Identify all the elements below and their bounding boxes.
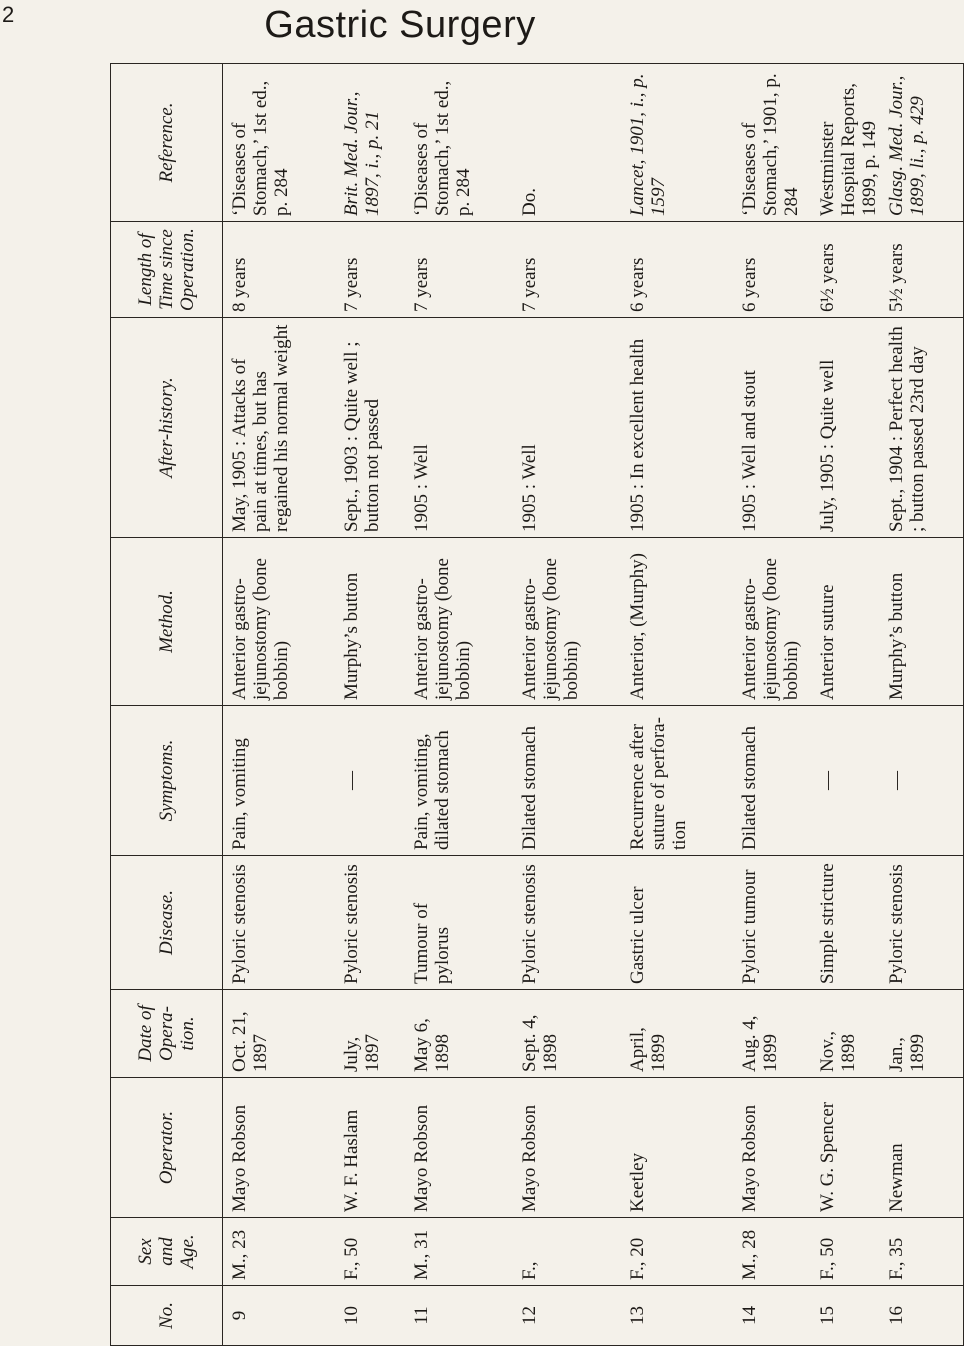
page-number: 2 — [2, 2, 15, 27]
table-row — [880, 64, 964, 1346]
cell-no: 10 — [335, 1286, 405, 1346]
cell-disease: Pyloric stenosis — [880, 856, 964, 990]
cell-reference: Do. — [513, 64, 621, 222]
cell-length: 7 years — [335, 222, 405, 318]
cell-method: Anterior gastro- jejunostomy (bone bobbin) — [223, 538, 335, 706]
cell-sex-age: F., 50 — [811, 1218, 880, 1286]
cell-length: 8 years — [223, 222, 335, 318]
cell-symptoms: — — [811, 706, 880, 856]
cell-method: Anterior, (Murphy) — [621, 538, 733, 706]
cell-method: Anterior gastro- jejunostomy (bone bobbin) — [513, 538, 621, 706]
cell-reference: Brit. Med. Jour., 1897, i., p. 21 — [335, 64, 405, 222]
cell-method: Anterior gastro- jejunostomy (bone bobbin) — [405, 538, 513, 706]
cell-method: Murphy’s button — [880, 538, 964, 706]
cell-length: 6 years — [733, 222, 811, 318]
cell-reference: Westminster Hospital Reports, 1899, p. 149 — [811, 64, 880, 222]
cell-operator: Newman — [880, 1078, 964, 1218]
cell-date: July, 1897 — [335, 990, 405, 1078]
cell-reference: ‘Diseases of Stomach,’ 1st ed., p. 284 — [223, 64, 335, 222]
cell-sex-age: F., 50 — [335, 1218, 405, 1286]
cell-symptoms: Pain, vomiting, dilated stomach — [405, 706, 513, 856]
cell-length: 6 years — [621, 222, 733, 318]
cell-after-history: 1905 : Well — [405, 318, 513, 538]
cell-symptoms: Dilated stomach — [733, 706, 811, 856]
header-symptoms: Symptoms. — [111, 706, 223, 856]
cell-no: 15 — [811, 1286, 880, 1346]
cell-date: Oct. 21, 1897 — [223, 990, 335, 1078]
header-sex-age: Sex and Age. — [111, 1218, 223, 1286]
cell-method: Anterior gastro- jejunostomy (bone bobbin) — [733, 538, 811, 706]
cell-sex-age: M., 23 — [223, 1218, 335, 1286]
cell-operator: Mayo Robson — [405, 1078, 513, 1218]
header-date: Date of Opera- tion. — [111, 990, 223, 1078]
cell-symptoms: — — [335, 706, 405, 856]
cell-operator: Mayo Robson — [733, 1078, 811, 1218]
cell-after-history: Sept., 1903 : Quite well ; button not passed — [335, 318, 405, 538]
header-reference: Reference. — [111, 64, 223, 222]
cell-after-history: Sept., 1904 : Perfect health ; button passed 23rd day — [880, 318, 964, 538]
cell-operator: Mayo Robson — [223, 1078, 335, 1218]
cell-date: Nov., 1898 — [811, 990, 880, 1078]
cell-reference: Lancet, 1901, i., p. 1597 — [621, 64, 733, 222]
page-title: Gastric Surgery — [264, 4, 536, 46]
cell-length: 7 years — [405, 222, 513, 318]
cell-after-history: 1905 : Well and stout — [733, 318, 811, 538]
cell-disease: Simple stricture — [811, 856, 880, 990]
table-row — [223, 64, 335, 1346]
cell-length: 5½ years — [880, 222, 964, 318]
cell-date: Aug. 4, 1899 — [733, 990, 811, 1078]
cell-no: 12 — [513, 1286, 621, 1346]
cell-symptoms: Pain, vomiting — [223, 706, 335, 856]
cell-no: 14 — [733, 1286, 811, 1346]
cell-no: 9 — [223, 1286, 335, 1346]
cell-disease: Pyloric stenosis — [513, 856, 621, 990]
cell-operator: Mayo Robson — [513, 1078, 621, 1218]
cell-date: Sept. 4, 1898 — [513, 990, 621, 1078]
table-row — [811, 64, 880, 1346]
cell-symptoms: — — [880, 706, 964, 856]
cell-disease: Tumour of pylorus — [405, 856, 513, 990]
cell-date: Jan., 1899 — [880, 990, 964, 1078]
cell-sex-age: F., 35 — [880, 1218, 964, 1286]
cell-after-history: 1905 : In excellent health — [621, 318, 733, 538]
cell-date: April, 1899 — [621, 990, 733, 1078]
cell-sex-age: F., 20 — [621, 1218, 733, 1286]
cell-symptoms: Recurrence after suture of perfora- tion — [621, 706, 733, 856]
cell-method: Anterior suture — [811, 538, 880, 706]
cell-no: 16 — [880, 1286, 964, 1346]
cell-operator: W. G. Spencer — [811, 1078, 880, 1218]
table-row — [335, 64, 405, 1346]
case-table — [110, 63, 964, 1346]
cell-date: May 6, 1898 — [405, 990, 513, 1078]
cell-no: 13 — [621, 1286, 733, 1346]
cell-disease: Pyloric tumour — [733, 856, 811, 990]
table-row — [405, 64, 513, 1346]
cell-symptoms: Dilated stomach — [513, 706, 621, 856]
cell-after-history: 1905 : Well — [513, 318, 621, 538]
cell-no: 11 — [405, 1286, 513, 1346]
cell-disease: Pyloric stenosis — [335, 856, 405, 990]
cell-sex-age: F., — [513, 1218, 621, 1286]
cell-reference: ‘Diseases of Stomach,’ 1st ed., p. 284 — [405, 64, 513, 222]
cell-operator: Keetley — [621, 1078, 733, 1218]
header-after-history: After-history. — [111, 318, 223, 538]
cell-sex-age: M., 31 — [405, 1218, 513, 1286]
table-row — [733, 64, 811, 1346]
cell-reference: Glasg. Med. Jour., 1899, li., p. 429 — [880, 64, 964, 222]
cell-method: Murphy’s button — [335, 538, 405, 706]
header-row — [111, 64, 223, 1346]
header-no: No. — [111, 1286, 223, 1346]
header-disease: Disease. — [111, 856, 223, 990]
cell-length: 7 years — [513, 222, 621, 318]
cell-reference: ‘Diseases of Stomach,’ 1901, p. 284 — [733, 64, 811, 222]
header-length: Length of Time since Operation. — [111, 222, 223, 318]
case-table-rotated — [110, 64, 928, 1346]
cell-disease: Gastric ulcer — [621, 856, 733, 990]
header-method: Method. — [111, 538, 223, 706]
table-row — [621, 64, 733, 1346]
cell-after-history: May, 1905 : Attacks of pain at times, but has regained his normal weight — [223, 318, 335, 538]
header-operator: Operator. — [111, 1078, 223, 1218]
cell-operator: W. F. Haslam — [335, 1078, 405, 1218]
table-row — [513, 64, 621, 1346]
cell-disease: Pyloric stenosis — [223, 856, 335, 990]
cell-length: 6½ years — [811, 222, 880, 318]
cell-sex-age: M., 28 — [733, 1218, 811, 1286]
cell-after-history: July, 1905 : Quite well — [811, 318, 880, 538]
